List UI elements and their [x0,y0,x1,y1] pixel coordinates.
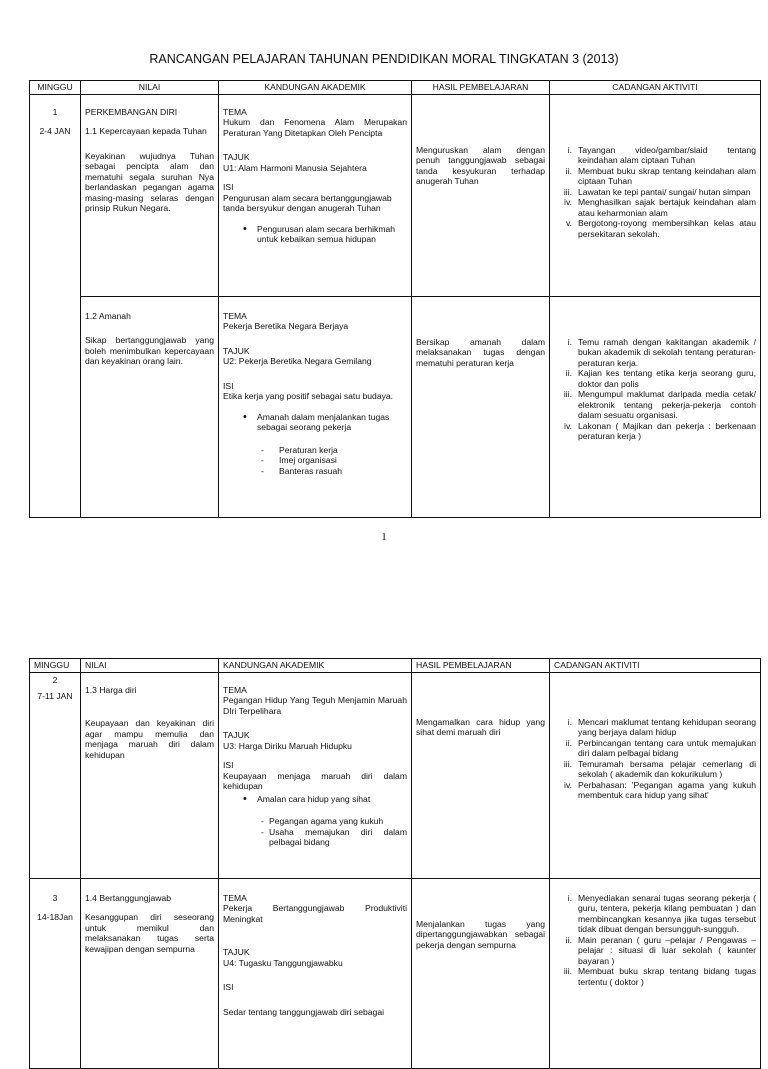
list-item: iv. Lakonan ( Majikan dan pekerja : berkenaan peraturan kerja ) [564,420,756,442]
nilai-description: Sikap bertanggungjawab yang boleh menimbulkan kepercayaan dan keyakinan orang lain. [85,335,214,367]
tajuk-text: U2: Pekerja Beretika Negara Gemilang [223,356,372,367]
nilai-heading: PERKEMBANGAN DIRI [85,107,178,117]
kandungan-cell [219,95,412,297]
isi-text: Etika kerja yang positif sebagai satu budaya. [223,391,394,402]
document-title: RANCANGAN PELAJARAN TAHUNAN PENDIDIKAN MORAL TINGKATAN 3 (2013) [149,52,619,66]
isi-label: ISI [223,182,234,193]
nilai-cell [81,673,219,879]
list-item: ii. Perbincangan tentang cara untuk memajukan diri dalam pelbagai bidang [565,737,756,759]
kandungan-cell [219,673,412,879]
table-row [30,297,761,518]
isi-label: ISI [223,760,234,771]
week-number: 3 [52,893,58,903]
tema-text: Pegangan Hidup Yang Teguh Menjamin Maruah DIri Terpelihara [223,695,407,716]
list-item: - Pegangan agama yang kukuh [269,816,407,826]
header-cadangan: CADANGAN AKTIVITI [550,659,761,673]
list-item: - Imej organisasi [279,455,407,465]
nilai-subheading: 1.2 Amanah [85,311,131,321]
aktiviti-list [554,337,756,442]
list-item: v. Bergotong-royong membersihkan kelas atau persekitaran sekolah. [565,218,756,239]
list-item: i. Temu ramah dengan kakitangan akademik / bukan akademik di sekolah tentang peraturan-peraturan kerja. [567,337,756,368]
nilai-cell [81,879,219,1069]
nilai-description: Keupayaan dan keyakinan diri agar mampu memulia dan menjaga maruah diri dalam kehidupan [85,718,214,760]
table-header-row [30,81,761,95]
week-number: 1 [52,107,58,117]
list-item: iv. Perbahasan: 'Pegangan agama yang kukuh membentuk cara hidup yang sihat' [564,779,756,801]
week-date: 14-18Jan [37,912,73,923]
isi-bullet: • Pengurusan alam secara berhikmah untuk kebaikan semua hidupan [257,224,407,245]
table-row [30,879,761,1069]
list-item: - Peraturan kerja [279,445,407,455]
list-item: - Banteras rasuah [279,466,407,476]
kandungan-cell [219,879,412,1069]
tajuk-label: TAJUK [223,947,250,958]
week-date: 7-11 JAN [37,691,73,702]
list-item: iii. Membuat buku skrap tentang bidang tugas tertentu ( doktor ) [563,966,756,987]
header-hasil: HASIL PEMBELAJARAN [412,81,550,95]
list-item: iii. Temuramah bersama pelajar cemerlang di sekolah ( akademik dan kokurikulum ) [563,758,756,780]
minggu-cell [30,879,81,1069]
tajuk-text: U1: Alam Harmoni Manusia Sejahtera [223,162,367,173]
nilai-subheading: 1.3 Harga diri [85,685,137,695]
nilai-subheading: 1.1 Kepercayaan kepada Tuhan [85,126,207,137]
list-item: iv. Menghasilkan sajak bertajuk keindahan alam atau keharmonian alam [564,197,756,218]
tema-label: TEMA [223,107,247,117]
tema-text: Pekerja Beretika Negara Berjaya [223,321,349,332]
list-item: iii. Lawatan ke tepi pantai/ sungai/ hutan simpan [563,186,751,197]
nilai-cell [81,297,219,518]
list-item: ii. Kajian kes tentang etika kerja seorang guru, doktor dan polis [565,368,756,389]
isi-text: Keupayaan menjaga maruah diri dalam kehidupan [223,770,407,792]
tema-text: Pekerja Bertanggungjawab Produktiviti Meningkat [223,903,407,924]
header-hasil: HASIL PEMBELAJARAN [412,659,550,673]
list-item: i. Mencari maklumat tentang kehidupan seorang yang berjaya dalam hidup [567,717,756,738]
cadangan-cell [550,673,761,879]
list-item: i. Tayangan video/gambar/slaid tentang keindahan alam ciptaan Tuhan [567,145,756,166]
isi-label: ISI [223,380,234,391]
aktiviti-list [554,145,756,239]
tajuk-text: U4: Tugasku Tanggungjawabku [223,957,343,968]
tema-label: TEMA [223,685,247,695]
lesson-plan-table-page-1 [29,80,761,518]
header-kandungan: KANDUNGAN AKADEMIK [219,659,412,673]
lesson-plan-table-page-2 [29,658,761,1069]
nilai-description: Keyakinan wujudnya Tuhan sebagai pencipta alam dan mematuhi segala suruhan Nya berlandaskan pegangan agama masing-masing selaras dengan prinsip Rukun Negara. [85,150,214,214]
week-number: 2 [52,675,58,685]
kandungan-cell [219,297,412,518]
header-kandungan: KANDUNGAN AKADEMIK [219,81,412,95]
tajuk-label: TAJUK [223,730,250,741]
nilai-subheading: 1.4 Bertanggungjawab [85,893,172,903]
list-item: iii. Mengumpul maklumat daripada media cetak/ elektronik tentang pekerja-pekerja contoh dalam sesuatu organisasi. [563,389,756,421]
list-item: - Usaha memajukan diri dalam pelbagai bidang [269,827,407,848]
isi-bullet: • Amanah dalam menjalankan tugas sebagai seorang pekerja [257,412,407,433]
week-date: 2-4 JAN [39,126,71,137]
cadangan-cell [550,95,761,297]
isi-bullet: • Amalan cara hidup yang sihat [257,794,407,804]
header-minggu: MINGGU [30,81,81,95]
isi-text: Sedar tentang tanggungjawab diri sebagai [223,1006,385,1017]
page-number: 1 [381,531,387,543]
hasil-text: Mengamalkan cara hidup yang sihat demi maruah diri [416,717,545,738]
tajuk-text: U3: Harga Diriku Maruah Hidupku [223,740,352,751]
tema-text: Hukum dan Fenomena Alam Merupakan Peraturan Yang Ditetapkan Oleh Pencipta [223,117,407,138]
minggu-cell [30,673,81,879]
minggu-cell [30,95,81,518]
cadangan-cell [550,297,761,518]
list-item: ii. Membuat buku skrap tentang keindahan alam ciptaan Tuhan [565,165,756,187]
header-cadangan: CADANGAN AKTIVITI [550,81,761,95]
table-row [30,673,761,879]
cadangan-cell [550,879,761,1069]
hasil-cell [412,673,550,879]
table-header-row [30,659,761,673]
hasil-text: Bersikap amanah dalam melaksanakan tugas dengan mematuhi peraturan kerja [416,337,545,368]
header-minggu: MINGGU [30,659,81,673]
tajuk-label: TAJUK [223,152,250,163]
header-nilai: NILAI [81,659,219,673]
hasil-cell [412,879,550,1069]
list-item: i. Menyediakan senarai tugas seorang pekerja ( guru, tentera, pekerja kilang pembuatan ) dan membincangkan kesannya jika tugas tersebut tidak dibuat dengan bersungguh-sungguh. [567,893,756,935]
table-row [30,95,761,297]
nilai-description: Kesanggupan diri seseorang untuk memikul dan melaksanakan tugas serta kewajipan dengan sempurna [85,912,214,954]
aktiviti-list [554,717,756,801]
list-item: ii. Main peranan ( guru –pelajar / Pengawas – pelajar : situasi di luar sekolah ( kaunter bayaran ) [565,934,756,966]
tema-label: TEMA [223,893,247,903]
header-nilai: NILAI [81,81,219,95]
hasil-text: Menguruskan alam dengan penuh tanggungjawab sebagai tanda kesyukuran terhadap anugerah Tuhan [416,145,545,187]
tajuk-label: TAJUK [223,345,250,356]
hasil-cell [412,95,550,297]
hasil-text: Menjalankan tugas yang dipertanggungjawabkan sebagai pekerja dengan sempurna [416,919,545,950]
hasil-cell [412,297,550,518]
nilai-cell [81,95,219,297]
isi-text: Pengurusan alam secara bertanggungjawab tanda bersyukur dengan anugerah Tuhan [223,192,392,214]
isi-label: ISI [223,982,234,993]
tema-label: TEMA [223,311,247,321]
aktiviti-list [554,893,756,987]
